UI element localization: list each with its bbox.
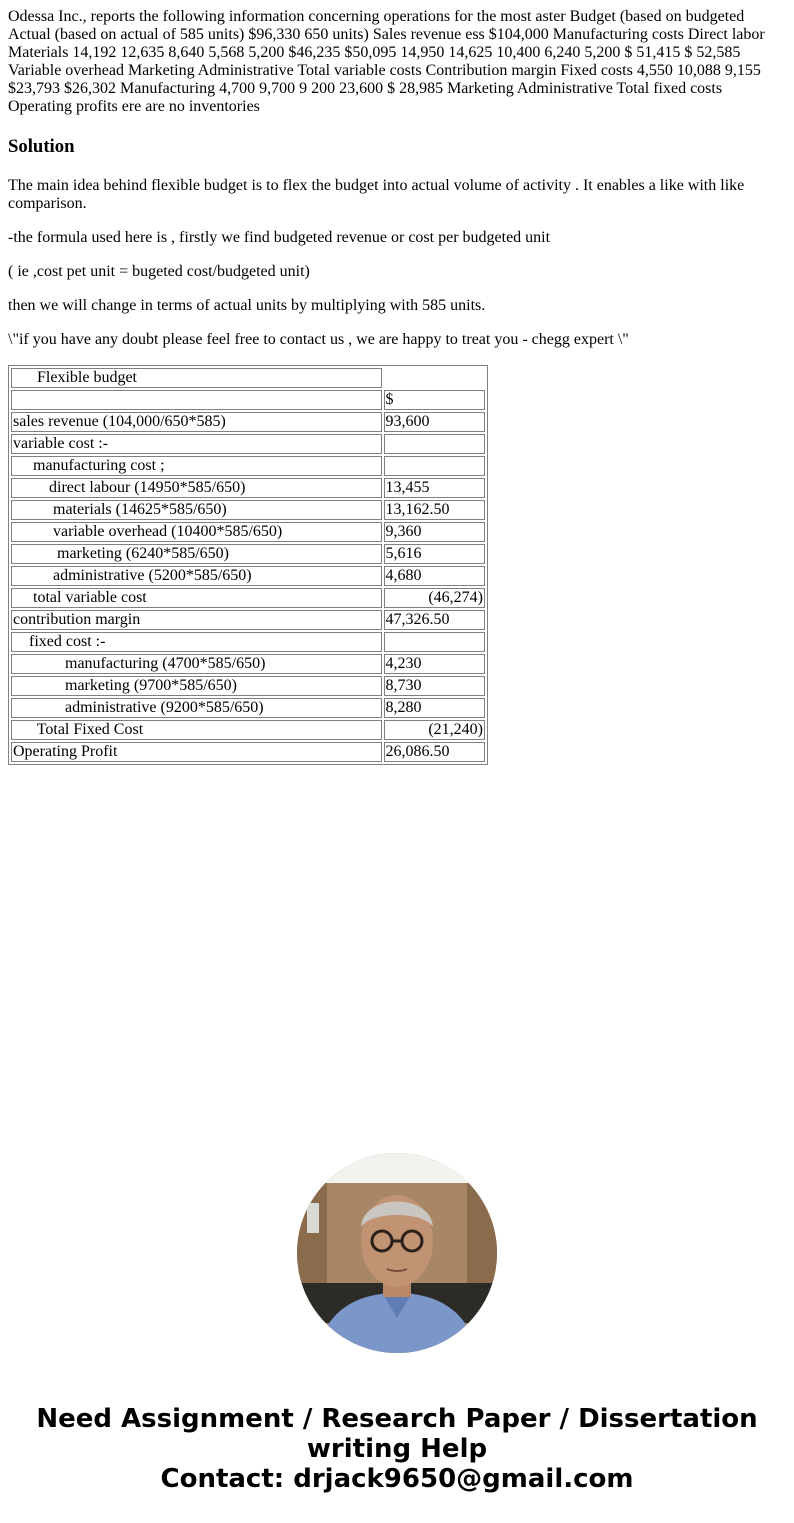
row-label: administrative (5200*585/650) [11,566,382,586]
row-value [384,434,486,454]
row-value: 4,680 [384,566,486,586]
table-row [11,632,485,652]
table-row [11,412,485,432]
table-currency-row [11,390,485,410]
row-value: (21,240) [384,720,486,740]
footer-contact: Contact: drjack9650@gmail.com [160,1464,634,1494]
paragraph-4: then we will change in terms of actual units by multiplying with 585 units. [8,297,486,314]
paragraph-5: \"if you have any doubt please feel free to contact us , we are happy to treat you - chegg expert \" [8,331,629,348]
table-row [11,610,485,630]
table-title-spacer [384,368,486,388]
row-value: 8,280 [384,698,486,718]
row-label: total variable cost [11,588,382,608]
row-value: 8,730 [384,676,486,696]
table-row [11,698,485,718]
table-title-row [11,368,485,388]
table-row [11,720,485,740]
solution-heading: Solution [8,136,75,157]
flexible-budget-table [8,365,488,765]
paragraph-1: The main idea behind flexible budget is to flex the budget into actual volume of activity . It enables a like with like comparison. [8,177,745,212]
row-value: 5,616 [384,544,486,564]
paragraph-2: -the formula used here is , firstly we find budgeted revenue or cost per budgeted unit [8,229,551,246]
row-value: 47,326.50 [384,610,486,630]
row-value: (46,274) [384,588,486,608]
table-row [11,742,485,762]
row-value: 4,230 [384,654,486,674]
table-row [11,456,485,476]
table-currency-blank [11,390,382,410]
row-label: Operating Profit [11,742,382,762]
row-label: marketing (9700*585/650) [11,676,382,696]
question-text: Odessa Inc., reports the following information concerning operations for the most aster Budget (based on budgeted Actual (based on actual of 585 units) $96,330 650 units) Sales revenue ess $104,000 Manufacturing costs Direct labor Materials 14,192 12,635 8,640 5,568 5,200 $46,235 $50,095 14,950 14,625 10,400 6,240 5,200 $ 51,415 $ 52,585 Variable overhead Marketing Administrative Total variable costs Contribution margin Fixed costs 4,550 10,088 9,155 $23,793 $26,302 Manufacturing 4,700 9,700 9 200 23,600 $ 28,985 Marketing Administrative Total fixed costs Operating profits ere are no inventories [8,8,765,115]
table-row [11,676,485,696]
row-label: variable cost :- [11,434,382,454]
table-row [11,522,485,542]
table-title: Flexible budget [11,368,382,388]
footer-line-2: writing Help [306,1434,488,1464]
row-label: administrative (9200*585/650) [11,698,382,718]
row-label: sales revenue (104,000/650*585) [11,412,382,432]
row-value: 13,455 [384,478,486,498]
table-row [11,654,485,674]
table-row [11,566,485,586]
row-value: 9,360 [384,522,486,542]
table-currency-symbol: $ [384,390,486,410]
expert-avatar [297,1153,497,1353]
table-row [11,500,485,520]
table-row [11,478,485,498]
promo-footer [0,1404,794,1494]
row-label: fixed cost :- [11,632,382,652]
footer-line-1: Need Assignment / Research Paper / Dissertation [36,1404,758,1434]
row-label: manufacturing (4700*585/650) [11,654,382,674]
row-label: Total Fixed Cost [11,720,382,740]
row-value: 13,162.50 [384,500,486,520]
row-value [384,456,486,476]
avatar-portrait [297,1153,497,1353]
row-label: contribution margin [11,610,382,630]
paragraph-3: ( ie ,cost pet unit = bugeted cost/budgeted unit) [8,263,310,280]
row-label: direct labour (14950*585/650) [11,478,382,498]
row-label: manufacturing cost ; [11,456,382,476]
table-row [11,434,485,454]
row-label: variable overhead (10400*585/650) [11,522,382,542]
row-value [384,632,486,652]
row-value: 26,086.50 [384,742,486,762]
row-label: materials (14625*585/650) [11,500,382,520]
table-row [11,588,485,608]
row-value: 93,600 [384,412,486,432]
answer-content [8,8,786,765]
table-row [11,544,485,564]
row-label: marketing (6240*585/650) [11,544,382,564]
